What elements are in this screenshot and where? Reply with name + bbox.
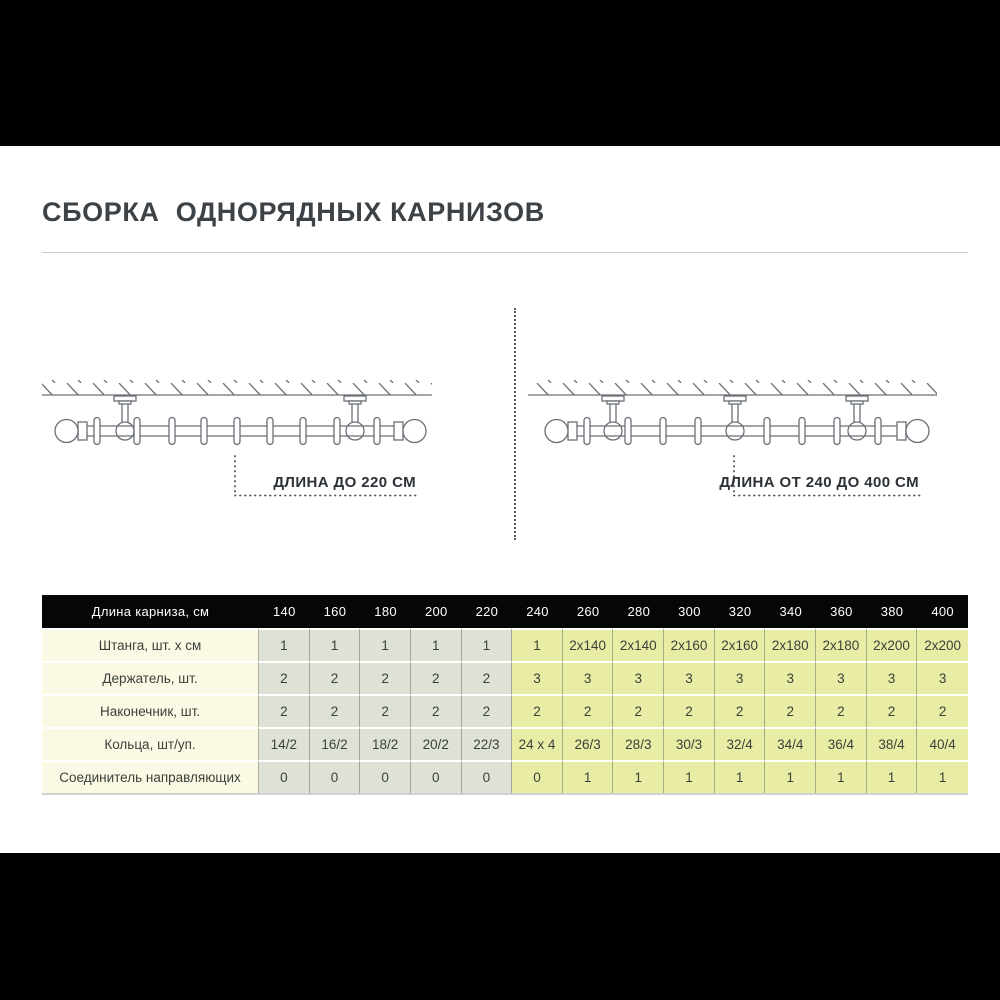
table-cell: 3 — [613, 661, 664, 694]
table-cell: 2 — [867, 694, 918, 727]
bracket-icon — [602, 396, 624, 423]
bracket-holder-icon — [346, 422, 364, 440]
table-cell: 40/4 — [917, 727, 968, 760]
table-cell: 2x140 — [563, 628, 614, 661]
table-cell: 0 — [360, 760, 411, 793]
table-cell: 0 — [259, 760, 310, 793]
table-cell: 30/3 — [664, 727, 715, 760]
table-cell: 20/2 — [411, 727, 462, 760]
table-cell: 1 — [512, 628, 563, 661]
collar — [78, 422, 87, 440]
table-cell: 1 — [411, 628, 462, 661]
table-cell: 16/2 — [310, 727, 361, 760]
table-cell: 2 — [259, 661, 310, 694]
bracket-holder-icon — [726, 422, 744, 440]
table-row-label: Наконечник, шт. — [42, 694, 259, 727]
table-cell: 2 — [310, 661, 361, 694]
table-cell: 2 — [917, 694, 968, 727]
table-cell: 24 x 4 — [512, 727, 563, 760]
table-cell: 3 — [917, 661, 968, 694]
table-cell: 2x140 — [613, 628, 664, 661]
table-row-label: Соединитель направляющих — [42, 760, 259, 793]
finial-ball-icon — [906, 420, 929, 443]
table-cell: 1 — [462, 628, 513, 661]
finial-ball-icon — [403, 420, 426, 443]
table-cell: 2x160 — [715, 628, 766, 661]
table-row-label: Держатель, шт. — [42, 661, 259, 694]
table-cell: 18/2 — [360, 727, 411, 760]
short-length-label: ДЛИНА ДО 220 СМ — [273, 474, 416, 491]
table-cell: 1 — [664, 760, 715, 793]
table-cell: 1 — [310, 628, 361, 661]
table-cell: 2 — [664, 694, 715, 727]
table-cell: 34/4 — [765, 727, 816, 760]
table-row-label: Штанга, шт. х см — [42, 628, 259, 661]
table-cell: 2 — [613, 694, 664, 727]
bottom-letterbox-bar — [0, 853, 1000, 1000]
table-cell: 3 — [512, 661, 563, 694]
top-letterbox-bar — [0, 0, 1000, 146]
table-cell: 1 — [867, 760, 918, 793]
table-cell: 0 — [512, 760, 563, 793]
table-cell: 32/4 — [715, 727, 766, 760]
table-cell: 2 — [765, 694, 816, 727]
table-header-cell: 320 — [715, 595, 766, 628]
table-header-cell: 140 — [259, 595, 310, 628]
table-cell: 2 — [462, 694, 513, 727]
table-cell: 2 — [259, 694, 310, 727]
table-header-cell: 360 — [816, 595, 867, 628]
table-cell: 1 — [563, 760, 614, 793]
table-header-cell: 220 — [462, 595, 513, 628]
table-cell: 1 — [259, 628, 310, 661]
diagram-short-cornice — [30, 368, 434, 508]
table-cell: 14/2 — [259, 727, 310, 760]
assembly-table-grid — [42, 595, 968, 793]
table-cell: 2x200 — [917, 628, 968, 661]
table-cell: 2x160 — [664, 628, 715, 661]
ceiling-hatching — [42, 380, 432, 395]
table-header-cell: 380 — [867, 595, 918, 628]
bracket-icon — [724, 396, 746, 423]
table-cell: 3 — [715, 661, 766, 694]
table-header-cell: 300 — [664, 595, 715, 628]
diagram-long-cornice — [500, 368, 952, 508]
table-cell: 1 — [917, 760, 968, 793]
finial-ball-icon — [55, 420, 78, 443]
collar — [568, 422, 577, 440]
table-cell: 2 — [411, 694, 462, 727]
table-cell: 2 — [715, 694, 766, 727]
rings — [94, 418, 380, 445]
table-cell: 2 — [563, 694, 614, 727]
page-title: СБОРКА ОДНОРЯДНЫХ КАРНИЗОВ — [42, 197, 545, 227]
bracket-holder-icon — [848, 422, 866, 440]
table-header-cell: 340 — [765, 595, 816, 628]
table-cell: 3 — [816, 661, 867, 694]
table-cell: 2 — [411, 661, 462, 694]
bracket-icon — [344, 396, 366, 423]
table-header-length-label: Длина карниза, см — [42, 595, 259, 628]
table-cell: 1 — [765, 760, 816, 793]
table-header-cell: 400 — [917, 595, 968, 628]
table-cell: 0 — [462, 760, 513, 793]
table-cell: 2 — [816, 694, 867, 727]
table-cell: 2 — [360, 694, 411, 727]
table-cell: 3 — [867, 661, 918, 694]
finial-ball-icon — [545, 420, 568, 443]
table-cell: 22/3 — [462, 727, 513, 760]
collar — [897, 422, 906, 440]
assembly-table — [42, 595, 968, 795]
table-cell: 2x180 — [816, 628, 867, 661]
table-header-cell: 200 — [411, 595, 462, 628]
long-length-label: ДЛИНА ОТ 240 ДО 400 СМ — [719, 474, 919, 491]
bracket-holder-icon — [604, 422, 622, 440]
table-cell: 0 — [310, 760, 361, 793]
bracket-icon — [114, 396, 136, 423]
table-cell: 1 — [613, 760, 664, 793]
table-header-cell: 280 — [613, 595, 664, 628]
title-divider — [42, 252, 968, 253]
ceiling-hatching — [528, 380, 937, 395]
table-cell: 26/3 — [563, 727, 614, 760]
table-header-cell: 160 — [310, 595, 361, 628]
table-cell: 3 — [765, 661, 816, 694]
table-cell: 2 — [310, 694, 361, 727]
table-row-label: Кольца, шт/уп. — [42, 727, 259, 760]
table-cell: 1 — [816, 760, 867, 793]
table-cell: 28/3 — [613, 727, 664, 760]
table-cell: 2x180 — [765, 628, 816, 661]
table-cell: 2 — [462, 661, 513, 694]
bracket-holder-icon — [116, 422, 134, 440]
table-cell: 0 — [411, 760, 462, 793]
table-cell: 38/4 — [867, 727, 918, 760]
bracket-icon — [846, 396, 868, 423]
table-cell: 1 — [715, 760, 766, 793]
table-cell: 3 — [563, 661, 614, 694]
table-header-cell: 240 — [512, 595, 563, 628]
table-header-cell: 180 — [360, 595, 411, 628]
table-cell: 2 — [360, 661, 411, 694]
table-cell: 1 — [360, 628, 411, 661]
table-cell: 3 — [664, 661, 715, 694]
collar — [394, 422, 403, 440]
table-cell: 36/4 — [816, 727, 867, 760]
table-cell: 2x200 — [867, 628, 918, 661]
table-cell: 2 — [512, 694, 563, 727]
table-header-cell: 260 — [563, 595, 614, 628]
